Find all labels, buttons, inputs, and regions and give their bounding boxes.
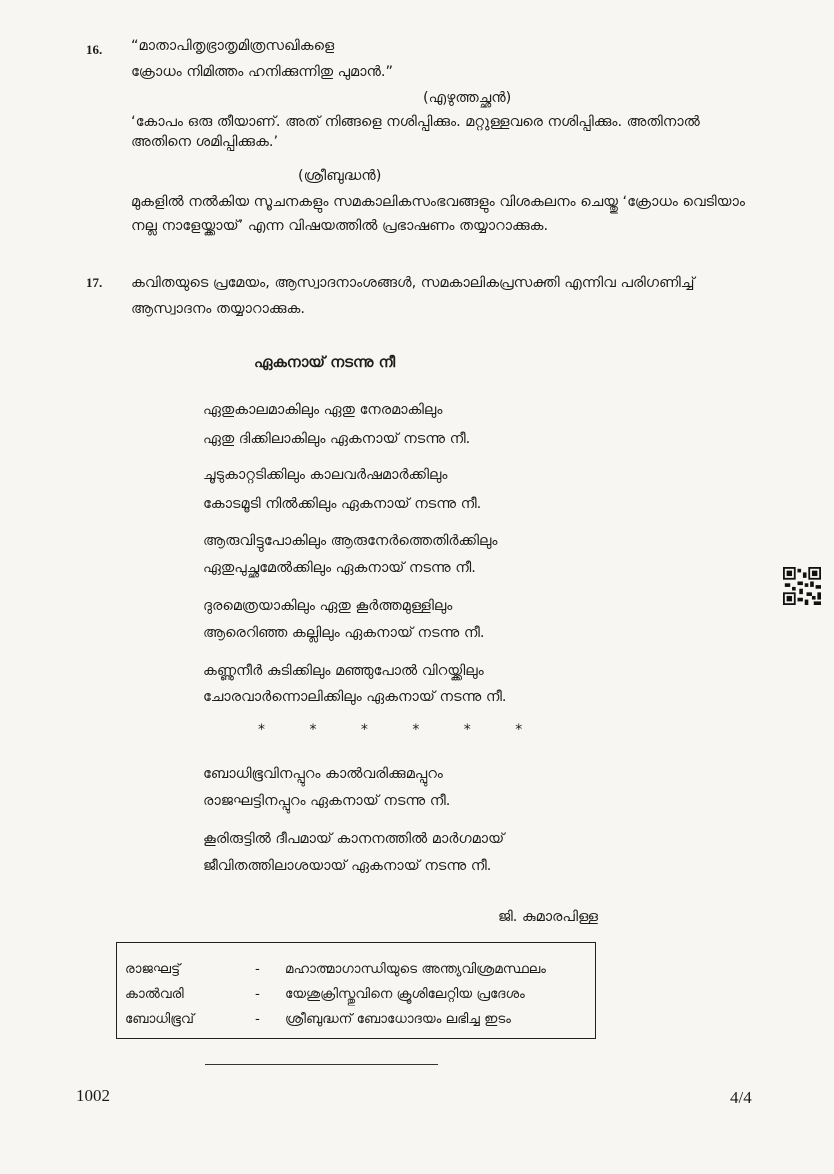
glossary-row: [125, 982, 546, 1007]
poem-line: ആരെറിഞ്ഞ കല്ലിലും ഏകനായ് നടന്നു നീ.: [203, 625, 485, 641]
glossary-term: ബോധിഭൂവ്: [125, 1011, 194, 1027]
glossary-meaning: യേശുക്രിസ്തുവിനെ ക്രൂശിലേറ്റിയ പ്രദേശം: [285, 986, 525, 1002]
poem-line: രാജഘട്ടിനപ്പുറം ഏകനായ് നടന്നു നീ.: [203, 793, 451, 809]
poem-author: ജി. കുമാരപിള്ള: [498, 909, 598, 925]
stanza-separator: * * * * * *: [258, 722, 543, 738]
paper-code: 1002: [76, 1086, 110, 1105]
glossary-row: [125, 957, 546, 982]
quote-1-author: (എഴുത്തച്ഛൻ): [423, 90, 512, 106]
poem-line: ആരുവിട്ടുപോകിലും ആരുനേർത്തെതിർക്കിലും: [203, 533, 498, 549]
qr-code-icon: [782, 567, 822, 605]
glossary-meaning: ശ്രീബുദ്ധന് ബോധോദയം ലഭിച്ച ഇടം: [285, 1011, 511, 1027]
poem-line: ഏതു ദിക്കിലാകിലും ഏകനായ് നടന്നു നീ.: [203, 431, 471, 447]
quote-1-line-2: ക്രോധം നിമിത്തം ഹനിക്കുന്നിതു പുമാൻ.”: [131, 64, 394, 80]
question-17-number: 17.: [86, 275, 103, 290]
poem-line: കോടമൂടി നിൽക്കിലും ഏകനായ് നടന്നു നീ.: [203, 496, 482, 512]
page-number: 4/4: [730, 1088, 752, 1107]
poem-line: ജീവിതത്തിലാശയായ് ഏകനായ് നടന്നു നീ.: [203, 858, 492, 874]
poem-line: ചൂടുകാറ്റടിക്കിലും കാലവർഷമാർക്കിലും: [203, 467, 448, 483]
glossary-dash: -: [255, 1011, 260, 1027]
poem-line: ഏതുകാലമാകിലും ഏതു നേരമാകിലും: [203, 402, 443, 418]
poem-line: ദുരമെത്രയാകിലും ഏതു കൂർത്തമുള്ളിലും: [203, 598, 453, 614]
glossary-term: രാജഘട്ട്: [125, 961, 181, 977]
glossary-table: [125, 957, 546, 1032]
poem-title: ഏകനായ് നടന്നു നീ: [254, 353, 396, 371]
question-17-task: കവിതയുടെ പ്രമേയം, ആസ്വാദനാംശങ്ങൾ, സമകാലികപ്രസക്തി എന്നിവ പരിഗണിച്ച് ആസ്വാദനം തയ്യാറാക്കുക.: [131, 275, 695, 317]
poem-line: ചോരവാർന്നൊലിക്കിലും ഏകനായ് നടന്നു നീ.: [203, 689, 507, 705]
quote-2-author: (ശ്രീബുദ്ധൻ): [298, 168, 382, 184]
glossary-box: [116, 942, 596, 1039]
poem-line: കണ്ണുനീർ കുടിക്കിലും മഞ്ഞുപോൽ വിറയ്ക്കിലും: [203, 663, 484, 679]
quote-2: ‘കോപം ഒരു തീയാണ്. അത് നിങ്ങളെ നശിപ്പിക്കും. മറ്റുള്ളവരെ നശിപ്പിക്കും. അതിനാൽ അതിനെ ശമിപ്പിക്കുക.’: [131, 114, 700, 150]
poem-line: കൂരിരുട്ടിൽ ദീപമായ് കാനനത്തിൽ മാർഗമായ്: [203, 831, 505, 847]
glossary-meaning: മഹാത്മാഗാന്ധിയുടെ അന്ത്യവിശ്രമസ്ഥലം: [285, 961, 546, 977]
poem-line: ബോധിഭൂവിനപ്പുറം കാൽവരിക്കുമപ്പുറം: [203, 766, 443, 782]
glossary-term: കാൽവരി: [125, 986, 184, 1002]
glossary-dash: -: [255, 961, 260, 977]
poem-line: ഏതുപുച്ഛമേൽക്കിലും ഏകനായ് നടന്നു നീ.: [203, 560, 476, 576]
question-16-task: മുകളിൽ നൽകിയ സൂചനകളും സമകാലികസംഭവങ്ങളും വിശകലനം ചെയ്തു ‘ക്രോധം വെടിയാം നല്ല നാളേയ്ക്കായ്’ എന്ന വിഷയത്തിൽ പ്രഭാഷണം തയ്യാറാക്കുക.: [131, 194, 745, 234]
end-rule: [205, 1064, 438, 1065]
glossary-dash: -: [255, 986, 260, 1002]
question-16-number: 16.: [86, 42, 103, 57]
glossary-row: [125, 1007, 546, 1032]
quote-1-line-1: “മാതാപിതൃഭ്രാതൃമിത്രസഖികളെ: [131, 38, 335, 54]
